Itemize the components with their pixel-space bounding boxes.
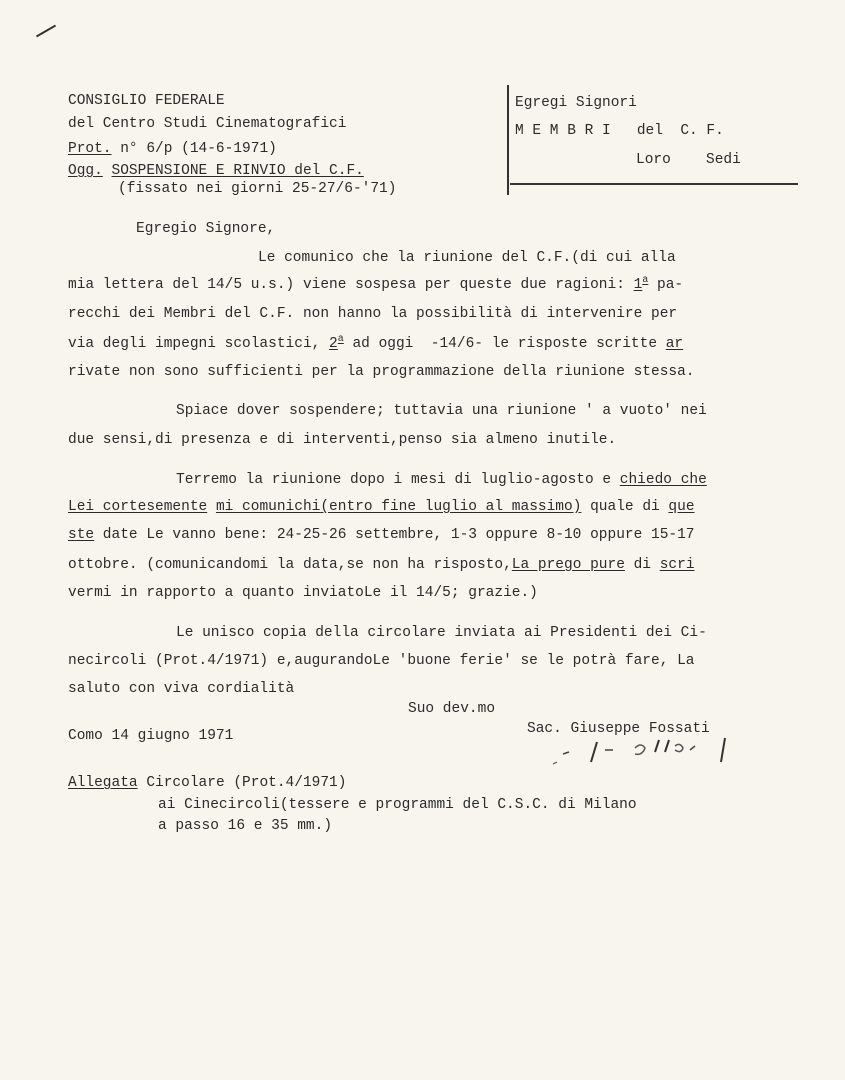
body-line: ottobre. (comunicandomi la data,se non ha risposto,La prego pure di scri [68, 557, 695, 573]
handwritten-signature [545, 732, 765, 772]
signer-name: Sac. Giuseppe Fossati [527, 721, 710, 737]
subject-note: (fissato nei giorni 25-27/6-'71) [118, 181, 397, 197]
body-line: saluto con viva cordialità [68, 681, 295, 697]
subject-line [68, 162, 364, 180]
body-line: rivate non sono sufficienti per la programmazione della riunione stessa. [68, 364, 695, 380]
body-line: via degli impegni scolastici, 2$^a$ ad oggi -14/6- le risposte scritte ar [68, 334, 684, 352]
body-line: Spiace dover sospendere; tuttavia una riunione ' a vuoto' nei [176, 403, 707, 419]
recipient-line-3b: Sedi [706, 152, 741, 168]
pen-mark [36, 25, 56, 38]
body-line: vermi in rapporto a quanto inviatoLe il 14/5; grazie.) [68, 585, 538, 601]
recipient-box-bottom-line [510, 183, 798, 185]
ogg-label: Ogg. [68, 163, 103, 179]
body-line: Le comunico che la riunione del C.F.(di cui alla [258, 250, 676, 266]
body-line: Lei cortesemente mi comunichi(entro fine luglio al massimo) quale di que [68, 499, 695, 515]
closing-regards: Suo dev.mo [408, 701, 496, 717]
place-date: Como 14 giugno 1971 [68, 728, 234, 744]
body-line: ste date Le vanno bene: 24-25-26 settembre, 1-3 oppure 8-10 oppure 15-17 [68, 527, 695, 543]
body-line: Terremo la riunione dopo i mesi di luglio-agosto e chiedo che [176, 472, 707, 488]
ogg-value: SOSPENSIONE E RINVIO del C.F. [111, 163, 364, 179]
body-line: recchi dei Membri del C.F. non hanno la possibilità di intervenire per [68, 306, 678, 322]
org-line-1: CONSIGLIO FEDERALE [68, 93, 225, 109]
body-line: Le unisco copia della circolare inviata ai Presidenti dei Ci- [176, 625, 707, 641]
org-line-2: del Centro Studi Cinematografici [68, 116, 347, 132]
prot-label: Prot. [68, 141, 112, 157]
salutation: Egregio Signore, [136, 221, 276, 237]
protocol-line [68, 140, 277, 158]
attachment-line-1: Allegata Circolare (Prot.4/1971) [68, 775, 347, 791]
recipient-box-left-line [507, 85, 509, 195]
recipient-line-2: M E M B R I del C. F. [515, 123, 724, 139]
body-line: due sensi,di presenza e di interventi,penso sia almeno inutile. [68, 432, 617, 448]
recipient-line-3a: Loro [636, 152, 671, 168]
recipient-line-1: Egregi Signori [515, 95, 637, 111]
body-line: necircoli (Prot.4/1971) e,augurandoLe 'buone ferie' se le potrà fare, La [68, 653, 695, 669]
prot-value: n° 6/p (14-6-1971) [120, 141, 277, 157]
body-line: mia lettera del 14/5 u.s.) viene sospesa per queste due ragioni: 1$^a$ pa- [68, 275, 684, 293]
attachment-line-2: ai Cinecircoli(tessere e programmi del C.S.C. di Milano [158, 797, 637, 813]
attachment-line-3: a passo 16 e 35 mm.) [158, 818, 333, 834]
